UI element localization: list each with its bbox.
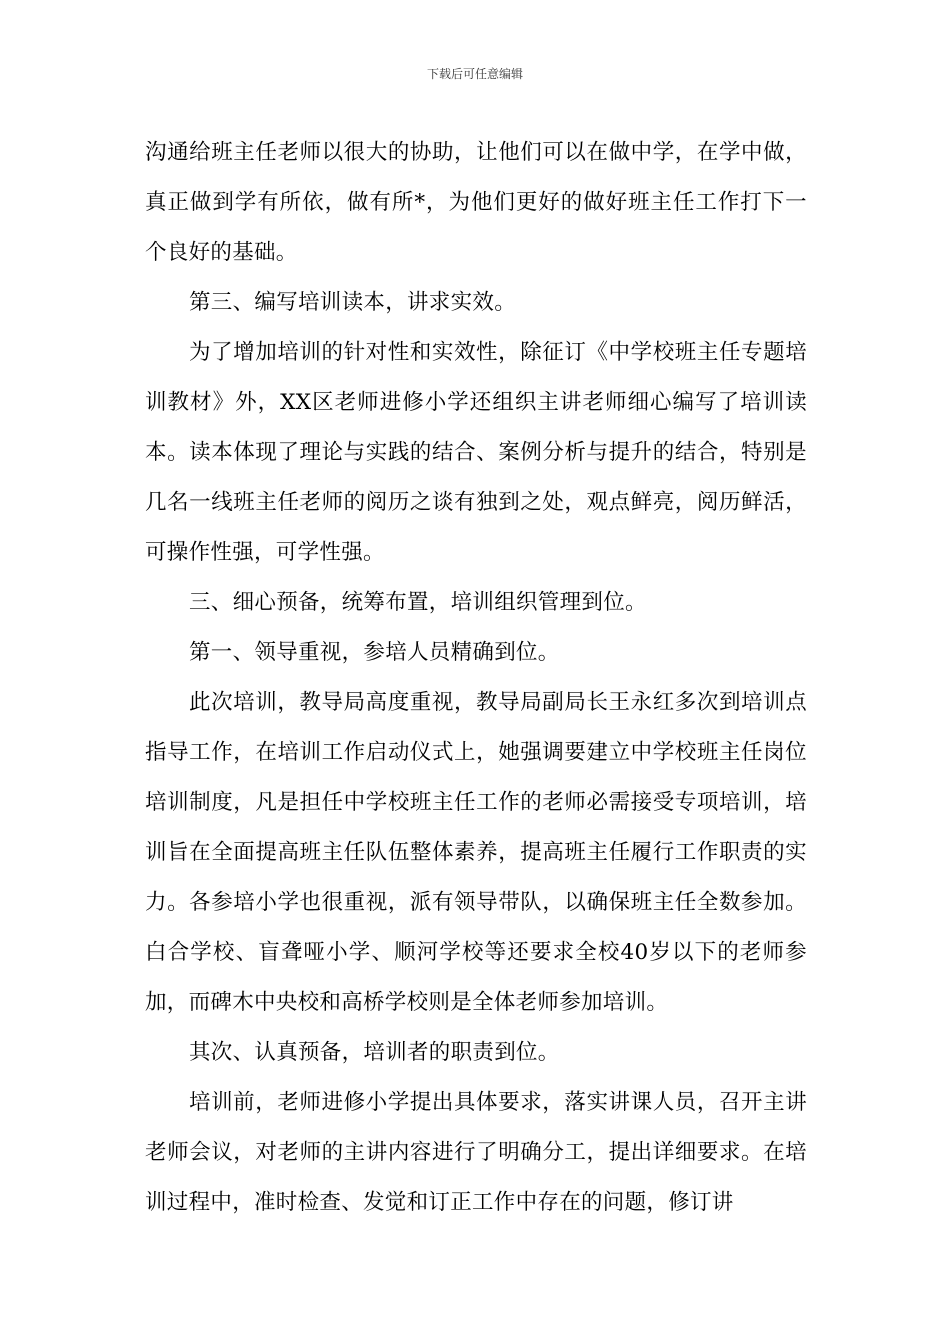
paragraph-6: 此次培训，教导局高度重视，教导局副局长王永红多次到培训点指导工作，在培训工作启动仪式上，她强调要建立中学校班主任岗位培训制度，凡是担任中学校班主任工作的老师必需接受专项培训，培训旨在全面提高班主任队伍整体素养，提高班主任履行工作职责的实力。各参培小学也很重视，派有领导带队，以确保班主任全数参加。白合学校、盲聋哑小学、顺河学校等还要求全校40岁以下的老师参加，而碑木中央校和高桥学校则是全体老师参加培训。	[145, 690, 807, 1015]
document-body	[145, 128, 807, 1228]
paragraph-2: 第三、编写培训读本，讲求实效。	[189, 290, 517, 315]
paragraph-5: 第一、领导重视，参培人员精确到位。	[189, 640, 560, 665]
paragraph-7: 其次、认真预备，培训者的职责到位。	[189, 1040, 560, 1065]
paragraph-8: 培训前，老师进修小学提出具体要求，落实讲课人员，召开主讲老师会议，对老师的主讲内容进行了明确分工，提出详细要求。在培训过程中，准时检查、发觉和订正工作中存在的问题，修订讲	[145, 1090, 807, 1215]
paragraph-3: 为了增加培训的针对性和实效性，除征订《中学校班主任专题培训教材》外，XX区老师进修小学还组织主讲老师细心编写了培训读本。读本体现了理论与实践的结合、案例分析与提升的结合，特别是几名一线班主任老师的阅历之谈有独到之处，观点鲜亮，阅历鲜活，可操作性强，可学性强。	[145, 340, 807, 565]
paragraph-4: 三、细心预备，统筹布置，培训组织管理到位。	[189, 590, 647, 615]
page-header: 下载后可任意编辑	[426, 67, 523, 81]
paragraph-1: 沟通给班主任老师以很大的协助，让他们可以在做中学，在学中做，真正做到学有所依，做有所*，为他们更好的做好班主任工作打下一个良好的基础。	[145, 140, 807, 265]
